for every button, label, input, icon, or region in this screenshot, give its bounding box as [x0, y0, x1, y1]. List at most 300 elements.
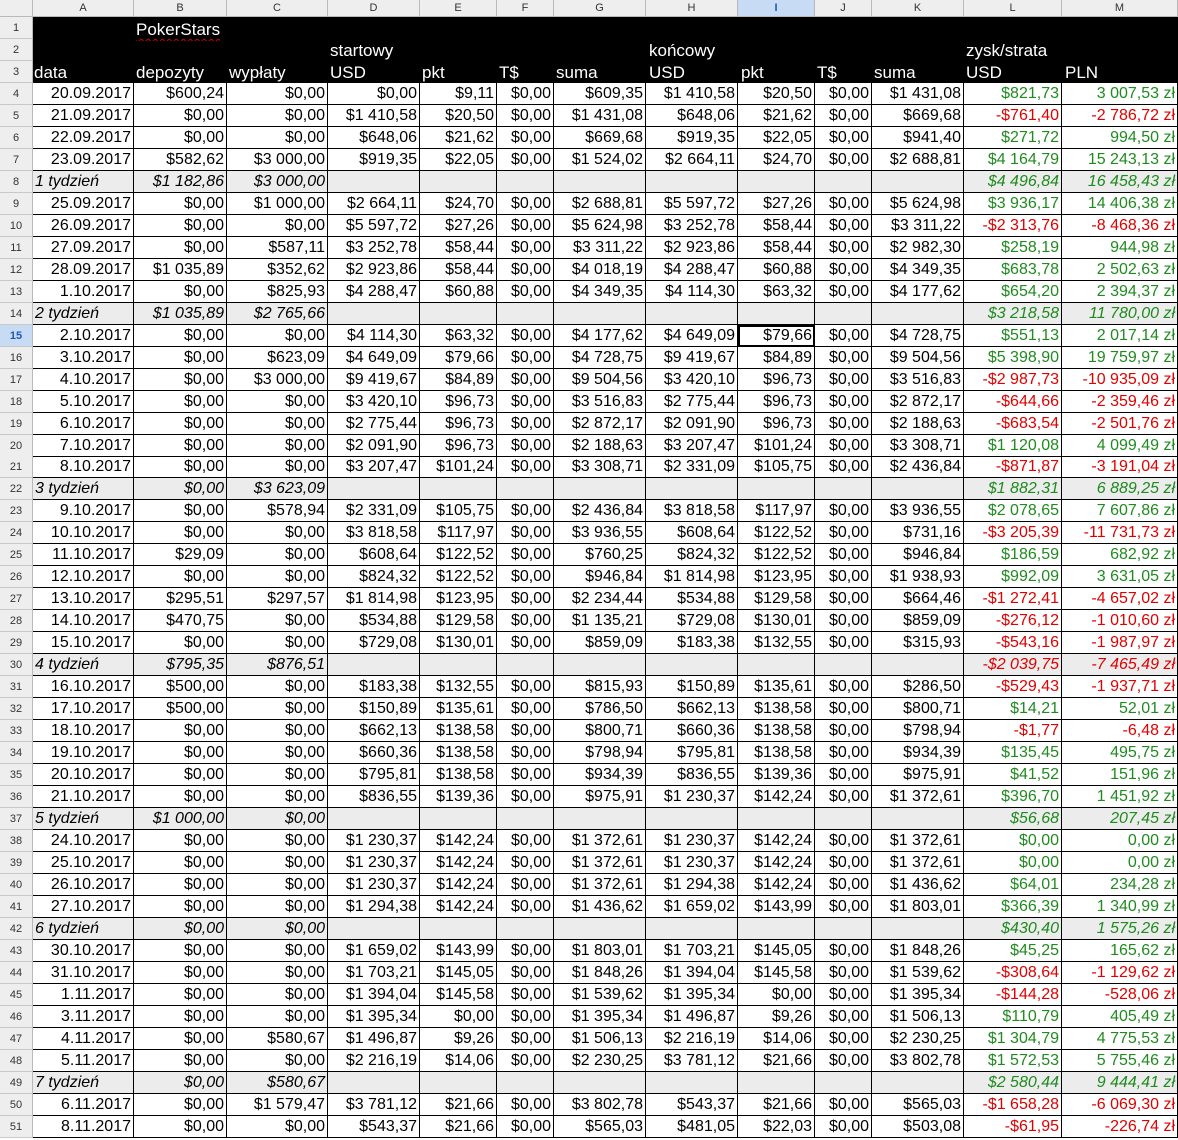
- cell-c13[interactable]: $825,93: [227, 281, 328, 303]
- cell-c19[interactable]: $0,00: [227, 413, 328, 435]
- cell-i18[interactable]: $96,73: [738, 391, 815, 413]
- col-header-t-end[interactable]: T$: [817, 63, 837, 82]
- cell-k32[interactable]: $800,71: [872, 698, 964, 720]
- cell-b16[interactable]: $0,00: [134, 347, 227, 369]
- cell-b10[interactable]: $0,00: [134, 215, 227, 237]
- cell-m35[interactable]: 151,96 zł: [1062, 764, 1178, 786]
- cell-k21[interactable]: $2 436,84: [872, 456, 964, 478]
- cell-a38[interactable]: 24.10.2017: [33, 830, 134, 852]
- cell-j26[interactable]: $0,00: [815, 566, 872, 588]
- cell-a30[interactable]: 4 tydzień: [33, 654, 134, 676]
- cell-e50[interactable]: $21,66: [420, 1094, 497, 1116]
- cell-g45[interactable]: $1 539,62: [554, 984, 646, 1006]
- cell-j31[interactable]: $0,00: [815, 676, 872, 698]
- cell-g33[interactable]: $800,71: [554, 720, 646, 742]
- cell-b49[interactable]: $0,00: [134, 1072, 227, 1094]
- cell-f24[interactable]: $0,00: [497, 522, 554, 544]
- cell-l40[interactable]: $64,01: [964, 874, 1062, 896]
- cell-c33[interactable]: $0,00: [227, 720, 328, 742]
- cell-e16[interactable]: $79,66: [420, 347, 497, 369]
- cell-c15[interactable]: $0,00: [227, 325, 328, 347]
- row-header-46[interactable]: 46: [0, 1006, 33, 1028]
- cell-l44[interactable]: -$308,64: [964, 962, 1062, 984]
- cell-d5[interactable]: $1 410,58: [328, 105, 420, 127]
- col-header-pkt-end[interactable]: pkt: [741, 63, 764, 82]
- cell-b23[interactable]: $0,00: [134, 500, 227, 522]
- cell-i21[interactable]: $105,75: [738, 456, 815, 478]
- cell-j19[interactable]: $0,00: [815, 413, 872, 435]
- cell-m44[interactable]: -1 129,62 zł: [1062, 962, 1178, 984]
- cell-l13[interactable]: $654,20: [964, 281, 1062, 303]
- cell-i28[interactable]: $130,01: [738, 610, 815, 632]
- row-header-36[interactable]: 36: [0, 786, 33, 808]
- cell-e13[interactable]: $60,88: [420, 281, 497, 303]
- cell-k35[interactable]: $975,91: [872, 764, 964, 786]
- cell-f46[interactable]: $0,00: [497, 1006, 554, 1028]
- cell-l49[interactable]: $2 580,44: [964, 1072, 1062, 1094]
- cell-j36[interactable]: $0,00: [815, 786, 872, 808]
- cell-k49[interactable]: [872, 1072, 964, 1094]
- cell-b12[interactable]: $1 035,89: [134, 259, 227, 281]
- cell-e17[interactable]: $84,89: [420, 369, 497, 391]
- row-header-29[interactable]: 29: [0, 632, 33, 654]
- row-header-28[interactable]: 28: [0, 610, 33, 632]
- brand-label[interactable]: PokerStars: [136, 20, 221, 39]
- cell-j43[interactable]: $0,00: [815, 940, 872, 962]
- row-header-18[interactable]: 18: [0, 391, 33, 413]
- cell-a15[interactable]: 2.10.2017: [33, 325, 134, 347]
- cell-f40[interactable]: $0,00: [497, 874, 554, 896]
- cell-m22[interactable]: 6 889,25 zł: [1062, 478, 1178, 500]
- cell-e24[interactable]: $117,97: [420, 522, 497, 544]
- cell-e49[interactable]: [420, 1072, 497, 1094]
- row-header-40[interactable]: 40: [0, 874, 33, 896]
- cell-k13[interactable]: $4 177,62: [872, 281, 964, 303]
- cell-j30[interactable]: [815, 654, 872, 676]
- cell-a24[interactable]: 10.10.2017: [33, 522, 134, 544]
- cell-m23[interactable]: 7 607,86 zł: [1062, 500, 1178, 522]
- cell-b22[interactable]: $0,00: [134, 478, 227, 500]
- cell-e33[interactable]: $138,58: [420, 720, 497, 742]
- cell-c24[interactable]: $0,00: [227, 522, 328, 544]
- cell-h46[interactable]: $1 496,87: [646, 1006, 738, 1028]
- cell-j24[interactable]: $0,00: [815, 522, 872, 544]
- cell-l21[interactable]: -$871,87: [964, 456, 1062, 478]
- cell-g5[interactable]: $1 431,08: [554, 105, 646, 127]
- cell-f15[interactable]: $0,00: [497, 325, 554, 347]
- col-header-pln[interactable]: PLN: [1065, 63, 1099, 82]
- cell-g34[interactable]: $798,94: [554, 742, 646, 764]
- cell-d29[interactable]: $729,08: [328, 632, 420, 654]
- cell-a21[interactable]: 8.10.2017: [33, 456, 134, 478]
- cell-k15[interactable]: $4 728,75: [872, 325, 964, 347]
- cell-b8[interactable]: $1 182,86: [134, 171, 227, 193]
- cell-i16[interactable]: $84,89: [738, 347, 815, 369]
- cell-l39[interactable]: $0,00: [964, 852, 1062, 874]
- cell-a36[interactable]: 21.10.2017: [33, 786, 134, 808]
- cell-e28[interactable]: $129,58: [420, 610, 497, 632]
- cell-j37[interactable]: [815, 808, 872, 830]
- cell-j46[interactable]: $0,00: [815, 1006, 872, 1028]
- cell-l47[interactable]: $1 304,79: [964, 1028, 1062, 1050]
- cell-j47[interactable]: $0,00: [815, 1028, 872, 1050]
- column-header-b[interactable]: B: [134, 0, 227, 17]
- cell-h42[interactable]: [646, 918, 738, 940]
- cell-m5[interactable]: -2 786,72 zł: [1062, 105, 1178, 127]
- cell-d31[interactable]: $183,38: [328, 676, 420, 698]
- cell-k29[interactable]: $315,93: [872, 632, 964, 654]
- cell-f47[interactable]: $0,00: [497, 1028, 554, 1050]
- cell-i45[interactable]: $0,00: [738, 984, 815, 1006]
- cell-g12[interactable]: $4 018,19: [554, 259, 646, 281]
- cell-e30[interactable]: [420, 654, 497, 676]
- cell-c50[interactable]: $1 579,47: [227, 1094, 328, 1116]
- cell-i30[interactable]: [738, 654, 815, 676]
- cell-f18[interactable]: $0,00: [497, 391, 554, 413]
- cell-f11[interactable]: $0,00: [497, 237, 554, 259]
- cell-k39[interactable]: $1 372,61: [872, 852, 964, 874]
- cell-e22[interactable]: [420, 478, 497, 500]
- cell-m49[interactable]: 9 444,41 zł: [1062, 1072, 1178, 1094]
- cell-h39[interactable]: $1 230,37: [646, 852, 738, 874]
- cell-c7[interactable]: $3 000,00: [227, 149, 328, 171]
- cell-l46[interactable]: $110,79: [964, 1006, 1062, 1028]
- cell-c42[interactable]: $0,00: [227, 918, 328, 940]
- cell-j45[interactable]: $0,00: [815, 984, 872, 1006]
- cell-l6[interactable]: $271,72: [964, 127, 1062, 149]
- cell-j9[interactable]: $0,00: [815, 193, 872, 215]
- cell-l7[interactable]: $4 164,79: [964, 149, 1062, 171]
- cell-j16[interactable]: $0,00: [815, 347, 872, 369]
- cell-a18[interactable]: 5.10.2017: [33, 391, 134, 413]
- cell-e35[interactable]: $138,58: [420, 764, 497, 786]
- cell-m21[interactable]: -3 191,04 zł: [1062, 456, 1178, 478]
- cell-e45[interactable]: $145,58: [420, 984, 497, 1006]
- cell-l45[interactable]: -$144,28: [964, 984, 1062, 1006]
- row-header-20[interactable]: 20: [0, 435, 33, 457]
- select-all-corner[interactable]: [0, 0, 33, 17]
- cell-e43[interactable]: $143,99: [420, 940, 497, 962]
- cell-h34[interactable]: $795,81: [646, 742, 738, 764]
- cell-b33[interactable]: $0,00: [134, 720, 227, 742]
- row-header-42[interactable]: 42: [0, 918, 33, 940]
- cell-b32[interactable]: $500,00: [134, 698, 227, 720]
- cell-k20[interactable]: $3 308,71: [872, 435, 964, 457]
- cell-j17[interactable]: $0,00: [815, 369, 872, 391]
- row-header-38[interactable]: 38: [0, 830, 33, 852]
- cell-a10[interactable]: 26.09.2017: [33, 215, 134, 237]
- cell-a49[interactable]: 7 tydzień: [33, 1072, 134, 1094]
- cell-a35[interactable]: 20.10.2017: [33, 764, 134, 786]
- cell-g6[interactable]: $669,68: [554, 127, 646, 149]
- cell-f38[interactable]: $0,00: [497, 830, 554, 852]
- column-header-k[interactable]: K: [872, 0, 964, 17]
- row-header-8[interactable]: 8: [0, 171, 33, 193]
- cell-c30[interactable]: $876,51: [227, 654, 328, 676]
- cell-h17[interactable]: $3 420,10: [646, 369, 738, 391]
- cell-b7[interactable]: $582,62: [134, 149, 227, 171]
- cell-e44[interactable]: $145,05: [420, 962, 497, 984]
- cell-e10[interactable]: $27,26: [420, 215, 497, 237]
- cell-f50[interactable]: $0,00: [497, 1094, 554, 1116]
- cell-j20[interactable]: $0,00: [815, 435, 872, 457]
- column-header-a[interactable]: A: [33, 0, 134, 17]
- cell-b36[interactable]: $0,00: [134, 786, 227, 808]
- cell-g39[interactable]: $1 372,61: [554, 852, 646, 874]
- row-header-15[interactable]: 15: [0, 325, 33, 347]
- cell-b25[interactable]: $29,09: [134, 544, 227, 566]
- cell-m16[interactable]: 19 759,97 zł: [1062, 347, 1178, 369]
- cell-e8[interactable]: [420, 171, 497, 193]
- cell-c40[interactable]: $0,00: [227, 874, 328, 896]
- cell-b5[interactable]: $0,00: [134, 105, 227, 127]
- cell-a37[interactable]: 5 tydzień: [33, 808, 134, 830]
- row-header-27[interactable]: 27: [0, 588, 33, 610]
- cell-e5[interactable]: $20,50: [420, 105, 497, 127]
- cell-d17[interactable]: $9 419,67: [328, 369, 420, 391]
- cell-d43[interactable]: $1 659,02: [328, 940, 420, 962]
- cell-c12[interactable]: $352,62: [227, 259, 328, 281]
- cell-l18[interactable]: -$644,66: [964, 391, 1062, 413]
- row-header-35[interactable]: 35: [0, 764, 33, 786]
- cell-j50[interactable]: $0,00: [815, 1094, 872, 1116]
- cell-h36[interactable]: $1 230,37: [646, 786, 738, 808]
- cell-h32[interactable]: $662,13: [646, 698, 738, 720]
- cell-m37[interactable]: 207,45 zł: [1062, 808, 1178, 830]
- cell-c20[interactable]: $0,00: [227, 435, 328, 457]
- cell-a25[interactable]: 11.10.2017: [33, 544, 134, 566]
- cell-g19[interactable]: $2 872,17: [554, 413, 646, 435]
- cell-h27[interactable]: $534,88: [646, 588, 738, 610]
- cell-i24[interactable]: $122,52: [738, 522, 815, 544]
- cell-b27[interactable]: $295,51: [134, 588, 227, 610]
- cell-l35[interactable]: $41,52: [964, 764, 1062, 786]
- cell-e18[interactable]: $96,73: [420, 391, 497, 413]
- cell-b42[interactable]: $0,00: [134, 918, 227, 940]
- cell-g14[interactable]: [554, 303, 646, 325]
- koncowy-label[interactable]: końcowy: [649, 41, 716, 60]
- cell-c10[interactable]: $0,00: [227, 215, 328, 237]
- cell-j5[interactable]: $0,00: [815, 105, 872, 127]
- cell-a22[interactable]: 3 tydzień: [33, 478, 134, 500]
- cell-e25[interactable]: $122,52: [420, 544, 497, 566]
- cell-b9[interactable]: $0,00: [134, 193, 227, 215]
- cell-f30[interactable]: [497, 654, 554, 676]
- cell-b31[interactable]: $500,00: [134, 676, 227, 698]
- cell-m4[interactable]: 3 007,53 zł: [1062, 83, 1178, 105]
- cell-c32[interactable]: $0,00: [227, 698, 328, 720]
- cell-e42[interactable]: [420, 918, 497, 940]
- cell-e12[interactable]: $58,44: [420, 259, 497, 281]
- cell-g28[interactable]: $1 135,21: [554, 610, 646, 632]
- column-header-l[interactable]: L: [964, 0, 1062, 17]
- cell-i46[interactable]: $9,26: [738, 1006, 815, 1028]
- cell-e19[interactable]: $96,73: [420, 413, 497, 435]
- row-header-6[interactable]: 6: [0, 127, 33, 149]
- cell-a29[interactable]: 15.10.2017: [33, 632, 134, 654]
- cell-f29[interactable]: $0,00: [497, 632, 554, 654]
- cell-c16[interactable]: $623,09: [227, 347, 328, 369]
- cell-g40[interactable]: $1 372,61: [554, 874, 646, 896]
- cell-f17[interactable]: $0,00: [497, 369, 554, 391]
- cell-l50[interactable]: -$1 658,28: [964, 1094, 1062, 1116]
- cell-g47[interactable]: $1 506,13: [554, 1028, 646, 1050]
- cell-m36[interactable]: 1 451,92 zł: [1062, 786, 1178, 808]
- col-header-suma-start[interactable]: suma: [556, 63, 598, 82]
- cell-d50[interactable]: $3 781,12: [328, 1094, 420, 1116]
- cell-i12[interactable]: $60,88: [738, 259, 815, 281]
- cell-g44[interactable]: $1 848,26: [554, 962, 646, 984]
- cell-d36[interactable]: $836,55: [328, 786, 420, 808]
- cell-j18[interactable]: $0,00: [815, 391, 872, 413]
- column-header-h[interactable]: H: [646, 0, 738, 17]
- cell-a4[interactable]: 20.09.2017: [33, 83, 134, 105]
- row-header-43[interactable]: 43: [0, 940, 33, 962]
- cell-k51[interactable]: $503,08: [872, 1116, 964, 1138]
- cell-k6[interactable]: $941,40: [872, 127, 964, 149]
- row-header-3[interactable]: 3: [0, 61, 33, 83]
- cell-h40[interactable]: $1 294,38: [646, 874, 738, 896]
- cell-e48[interactable]: $14,06: [420, 1050, 497, 1072]
- cell-f48[interactable]: $0,00: [497, 1050, 554, 1072]
- cell-b21[interactable]: $0,00: [134, 456, 227, 478]
- row-header-50[interactable]: 50: [0, 1094, 33, 1116]
- cell-g50[interactable]: $3 802,78: [554, 1094, 646, 1116]
- cell-k19[interactable]: $2 188,63: [872, 413, 964, 435]
- cell-f12[interactable]: $0,00: [497, 259, 554, 281]
- cell-k40[interactable]: $1 436,62: [872, 874, 964, 896]
- cell-c22[interactable]: $3 623,09: [227, 478, 328, 500]
- cell-k31[interactable]: $286,50: [872, 676, 964, 698]
- cell-k33[interactable]: $798,94: [872, 720, 964, 742]
- cell-c43[interactable]: $0,00: [227, 940, 328, 962]
- cell-l24[interactable]: -$3 205,39: [964, 522, 1062, 544]
- cell-l42[interactable]: $430,40: [964, 918, 1062, 940]
- cell-g43[interactable]: $1 803,01: [554, 940, 646, 962]
- row-header-24[interactable]: 24: [0, 522, 33, 544]
- cell-b24[interactable]: $0,00: [134, 522, 227, 544]
- cell-k47[interactable]: $2 230,25: [872, 1028, 964, 1050]
- cell-m45[interactable]: -528,06 zł: [1062, 984, 1178, 1006]
- cell-g23[interactable]: $2 436,84: [554, 500, 646, 522]
- cell-j11[interactable]: $0,00: [815, 237, 872, 259]
- cell-i51[interactable]: $22,03: [738, 1116, 815, 1138]
- cell-h10[interactable]: $3 252,78: [646, 215, 738, 237]
- cell-h51[interactable]: $481,05: [646, 1116, 738, 1138]
- cell-b39[interactable]: $0,00: [134, 852, 227, 874]
- cell-j14[interactable]: [815, 303, 872, 325]
- row-header-32[interactable]: 32: [0, 698, 33, 720]
- cell-a41[interactable]: 27.10.2017: [33, 896, 134, 918]
- cell-h43[interactable]: $1 703,21: [646, 940, 738, 962]
- cell-j29[interactable]: $0,00: [815, 632, 872, 654]
- cell-g4[interactable]: $609,35: [554, 83, 646, 105]
- cell-i5[interactable]: $21,62: [738, 105, 815, 127]
- cell-d34[interactable]: $660,36: [328, 742, 420, 764]
- cell-k30[interactable]: [872, 654, 964, 676]
- cell-a19[interactable]: 6.10.2017: [33, 413, 134, 435]
- cell-g18[interactable]: $3 516,83: [554, 391, 646, 413]
- cell-i29[interactable]: $132,55: [738, 632, 815, 654]
- col-header-wyplaty[interactable]: wypłaty: [229, 63, 286, 82]
- cell-k37[interactable]: [872, 808, 964, 830]
- cell-i26[interactable]: $123,95: [738, 566, 815, 588]
- cell-f21[interactable]: $0,00: [497, 456, 554, 478]
- cell-k14[interactable]: [872, 303, 964, 325]
- cell-e7[interactable]: $22,05: [420, 149, 497, 171]
- cell-d32[interactable]: $150,89: [328, 698, 420, 720]
- cell-i4[interactable]: $20,50: [738, 83, 815, 105]
- cell-d20[interactable]: $2 091,90: [328, 435, 420, 457]
- cell-a42[interactable]: 6 tydzień: [33, 918, 134, 940]
- cell-l27[interactable]: -$1 272,41: [964, 588, 1062, 610]
- cell-i47[interactable]: $14,06: [738, 1028, 815, 1050]
- cell-c37[interactable]: $0,00: [227, 808, 328, 830]
- cell-h18[interactable]: $2 775,44: [646, 391, 738, 413]
- cell-a27[interactable]: 13.10.2017: [33, 588, 134, 610]
- cell-l51[interactable]: -$61,95: [964, 1116, 1062, 1138]
- cell-f42[interactable]: [497, 918, 554, 940]
- cell-h29[interactable]: $183,38: [646, 632, 738, 654]
- cell-d30[interactable]: [328, 654, 420, 676]
- cell-i37[interactable]: [738, 808, 815, 830]
- cell-m19[interactable]: -2 501,76 zł: [1062, 413, 1178, 435]
- cell-d25[interactable]: $608,64: [328, 544, 420, 566]
- cell-e27[interactable]: $123,95: [420, 588, 497, 610]
- cell-b50[interactable]: $0,00: [134, 1094, 227, 1116]
- cell-b15[interactable]: $0,00: [134, 325, 227, 347]
- cell-k10[interactable]: $3 311,22: [872, 215, 964, 237]
- cell-j13[interactable]: $0,00: [815, 281, 872, 303]
- row-header-30[interactable]: 30: [0, 654, 33, 676]
- cell-d49[interactable]: [328, 1072, 420, 1094]
- cell-c38[interactable]: $0,00: [227, 830, 328, 852]
- cell-i35[interactable]: $139,36: [738, 764, 815, 786]
- cell-d10[interactable]: $5 597,72: [328, 215, 420, 237]
- cell-m50[interactable]: -6 069,30 zł: [1062, 1094, 1178, 1116]
- cell-f45[interactable]: $0,00: [497, 984, 554, 1006]
- cell-d38[interactable]: $1 230,37: [328, 830, 420, 852]
- column-header-d[interactable]: D: [328, 0, 420, 17]
- cell-a39[interactable]: 25.10.2017: [33, 852, 134, 874]
- cell-h14[interactable]: [646, 303, 738, 325]
- cell-c47[interactable]: $580,67: [227, 1028, 328, 1050]
- cell-b38[interactable]: $0,00: [134, 830, 227, 852]
- zysk-label[interactable]: zysk/strata: [966, 41, 1048, 60]
- cell-h19[interactable]: $2 091,90: [646, 413, 738, 435]
- cell-f19[interactable]: $0,00: [497, 413, 554, 435]
- cell-g9[interactable]: $2 688,81: [554, 193, 646, 215]
- cell-b28[interactable]: $470,75: [134, 610, 227, 632]
- cell-m47[interactable]: 4 775,53 zł: [1062, 1028, 1178, 1050]
- row-header-31[interactable]: 31: [0, 676, 33, 698]
- cell-g11[interactable]: $3 311,22: [554, 237, 646, 259]
- cell-c29[interactable]: $0,00: [227, 632, 328, 654]
- cell-b34[interactable]: $0,00: [134, 742, 227, 764]
- cell-h5[interactable]: $648,06: [646, 105, 738, 127]
- cell-a44[interactable]: 31.10.2017: [33, 962, 134, 984]
- cell-e26[interactable]: $122,52: [420, 566, 497, 588]
- cell-k23[interactable]: $3 936,55: [872, 500, 964, 522]
- cell-g8[interactable]: [554, 171, 646, 193]
- cell-h50[interactable]: $543,37: [646, 1094, 738, 1116]
- cell-e21[interactable]: $101,24: [420, 456, 497, 478]
- cell-m24[interactable]: -11 731,73 zł: [1062, 522, 1178, 544]
- cell-c41[interactable]: $0,00: [227, 896, 328, 918]
- column-header-j[interactable]: J: [815, 0, 872, 17]
- cell-h33[interactable]: $660,36: [646, 720, 738, 742]
- cell-l11[interactable]: $258,19: [964, 237, 1062, 259]
